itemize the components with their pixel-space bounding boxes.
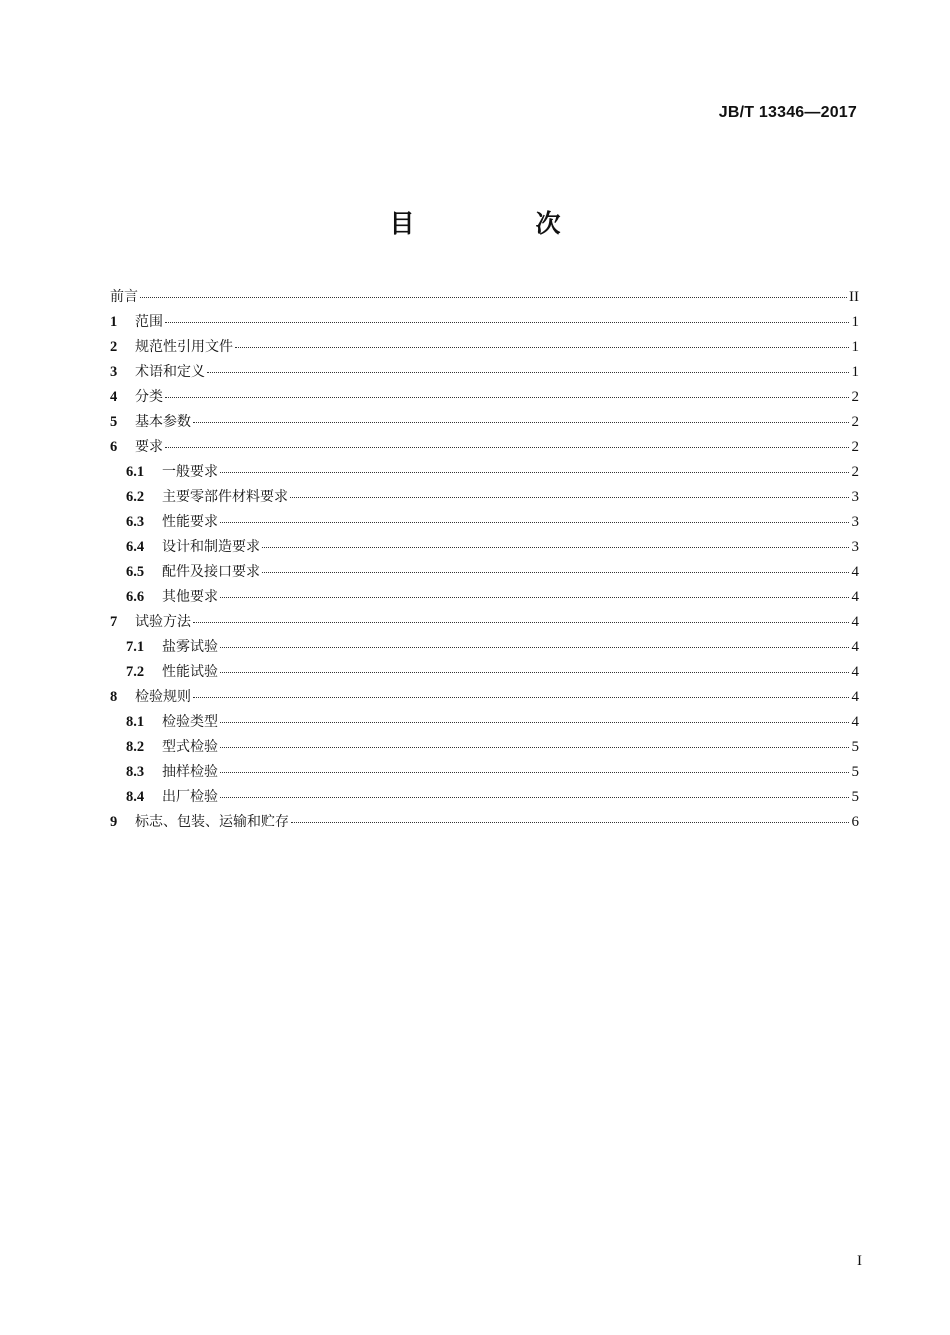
toc-entry-page: 5 bbox=[851, 764, 859, 780]
toc-entry[interactable] bbox=[110, 361, 859, 386]
toc-entry[interactable] bbox=[110, 561, 859, 586]
toc-entry-page: 3 bbox=[851, 489, 859, 505]
toc-entry[interactable] bbox=[110, 286, 859, 311]
toc-entry-number: 7.1 bbox=[126, 639, 145, 655]
toc-entry-page: 1 bbox=[851, 314, 859, 330]
toc-entry-number: 4 bbox=[110, 389, 118, 405]
toc-entry-label: 检验规则 bbox=[135, 689, 191, 705]
toc-entry-label: 检验类型 bbox=[162, 714, 218, 730]
toc-entry-page: 4 bbox=[851, 664, 859, 680]
toc-entry-label: 配件及接口要求 bbox=[162, 564, 260, 580]
toc-entry-number: 6.3 bbox=[126, 514, 145, 530]
dot-leader bbox=[262, 546, 849, 548]
dot-leader bbox=[220, 796, 849, 798]
toc-entry-label: 性能要求 bbox=[162, 514, 218, 530]
toc-entry[interactable] bbox=[110, 761, 859, 786]
toc-entry[interactable] bbox=[110, 411, 859, 436]
toc-entry-label: 抽样检验 bbox=[162, 764, 218, 780]
toc-entry[interactable] bbox=[110, 586, 859, 611]
toc-entry-label: 出厂检验 bbox=[162, 789, 218, 805]
dot-leader bbox=[220, 596, 849, 598]
dot-leader bbox=[220, 771, 849, 773]
dot-leader bbox=[193, 621, 849, 623]
toc-entry-number: 7 bbox=[110, 614, 118, 630]
toc-entry-number: 7.2 bbox=[126, 664, 145, 680]
toc-entry-number: 8.1 bbox=[126, 714, 145, 730]
document-code: JB/T 13346—2017 bbox=[718, 104, 857, 121]
toc-entry-page: 3 bbox=[851, 514, 859, 530]
dot-leader bbox=[220, 471, 849, 473]
dot-leader bbox=[220, 646, 849, 648]
toc-entry-label: 基本参数 bbox=[135, 414, 191, 430]
toc-entry-label: 标志、包装、运输和贮存 bbox=[135, 814, 289, 830]
toc-entry-label: 规范性引用文件 bbox=[135, 339, 233, 355]
toc-entry-number: 6.4 bbox=[126, 539, 145, 555]
dot-leader bbox=[291, 821, 849, 823]
toc-entry[interactable] bbox=[110, 461, 859, 486]
toc-entry-page: 5 bbox=[851, 739, 859, 755]
dot-leader bbox=[193, 696, 849, 698]
toc-entry-page: 2 bbox=[851, 464, 859, 480]
toc-entry-page: 6 bbox=[851, 814, 859, 830]
toc-entry-number: 6 bbox=[110, 439, 118, 455]
dot-leader bbox=[262, 571, 849, 573]
toc-entry-label: 一般要求 bbox=[162, 464, 218, 480]
toc-entry-page: 4 bbox=[851, 589, 859, 605]
dot-leader bbox=[235, 346, 849, 348]
dot-leader bbox=[220, 721, 849, 723]
toc-entry-number: 5 bbox=[110, 414, 118, 430]
toc-entry[interactable] bbox=[110, 336, 859, 361]
toc-entry[interactable] bbox=[110, 636, 859, 661]
toc-entry-page: 2 bbox=[851, 439, 859, 455]
toc-entry-label: 前言 bbox=[110, 289, 138, 305]
toc-entry-page: 5 bbox=[851, 789, 859, 805]
dot-leader bbox=[140, 296, 847, 298]
table-of-contents bbox=[110, 286, 859, 836]
toc-entry-number: 8.2 bbox=[126, 739, 145, 755]
dot-leader bbox=[220, 671, 849, 673]
toc-entry-page: 1 bbox=[851, 364, 859, 380]
toc-entry-page: II bbox=[849, 289, 859, 305]
toc-entry[interactable] bbox=[110, 536, 859, 561]
toc-entry-number: 6.2 bbox=[126, 489, 145, 505]
toc-entry-number: 6.6 bbox=[126, 589, 145, 605]
toc-title: 目 次 bbox=[389, 209, 609, 238]
toc-entry[interactable] bbox=[110, 736, 859, 761]
toc-entry[interactable] bbox=[110, 386, 859, 411]
toc-entry-label: 其他要求 bbox=[162, 589, 218, 605]
page-number: I bbox=[857, 1253, 862, 1269]
toc-entry-number: 8.3 bbox=[126, 764, 145, 780]
toc-entry[interactable] bbox=[110, 611, 859, 636]
toc-entry[interactable] bbox=[110, 436, 859, 461]
toc-entry-label: 盐雾试验 bbox=[162, 639, 218, 655]
toc-entry[interactable] bbox=[110, 811, 859, 836]
toc-entry[interactable] bbox=[110, 711, 859, 736]
toc-entry-label: 分类 bbox=[135, 389, 163, 405]
toc-entry-number: 6.1 bbox=[126, 464, 145, 480]
dot-leader bbox=[165, 321, 849, 323]
toc-entry-page: 4 bbox=[851, 639, 859, 655]
toc-entry-page: 3 bbox=[851, 539, 859, 555]
toc-entry-number: 9 bbox=[110, 814, 118, 830]
dot-leader bbox=[220, 521, 849, 523]
toc-entry-page: 4 bbox=[851, 614, 859, 630]
toc-entry-page: 4 bbox=[851, 714, 859, 730]
toc-entry-page: 4 bbox=[851, 564, 859, 580]
toc-entry-page: 2 bbox=[851, 414, 859, 430]
toc-entry[interactable] bbox=[110, 661, 859, 686]
toc-entry[interactable] bbox=[110, 686, 859, 711]
toc-entry-label: 性能试验 bbox=[162, 664, 218, 680]
dot-leader bbox=[290, 496, 849, 498]
toc-entry[interactable] bbox=[110, 786, 859, 811]
dot-leader bbox=[207, 371, 849, 373]
toc-entry-label: 型式检验 bbox=[162, 739, 218, 755]
toc-entry-label: 范围 bbox=[135, 314, 163, 330]
toc-entry-label: 术语和定义 bbox=[135, 364, 205, 380]
toc-entry-label: 主要零部件材料要求 bbox=[162, 489, 288, 505]
toc-entry-label: 要求 bbox=[135, 439, 163, 455]
toc-entry-number: 6.5 bbox=[126, 564, 145, 580]
dot-leader bbox=[165, 396, 849, 398]
toc-entry-page: 1 bbox=[851, 339, 859, 355]
dot-leader bbox=[165, 446, 849, 448]
toc-entry-label: 设计和制造要求 bbox=[162, 539, 260, 555]
toc-entry-number: 1 bbox=[110, 314, 118, 330]
dot-leader bbox=[193, 421, 849, 423]
toc-entry-label: 试验方法 bbox=[135, 614, 191, 630]
toc-entry-page: 2 bbox=[851, 389, 859, 405]
dot-leader bbox=[220, 746, 849, 748]
toc-entry[interactable] bbox=[110, 311, 859, 336]
toc-entry-number: 8 bbox=[110, 689, 118, 705]
toc-entry-number: 2 bbox=[110, 339, 118, 355]
toc-entry[interactable] bbox=[110, 486, 859, 511]
toc-entry[interactable] bbox=[110, 511, 859, 536]
toc-entry-page: 4 bbox=[851, 689, 859, 705]
toc-entry-number: 3 bbox=[110, 364, 118, 380]
toc-entry-number: 8.4 bbox=[126, 789, 145, 805]
